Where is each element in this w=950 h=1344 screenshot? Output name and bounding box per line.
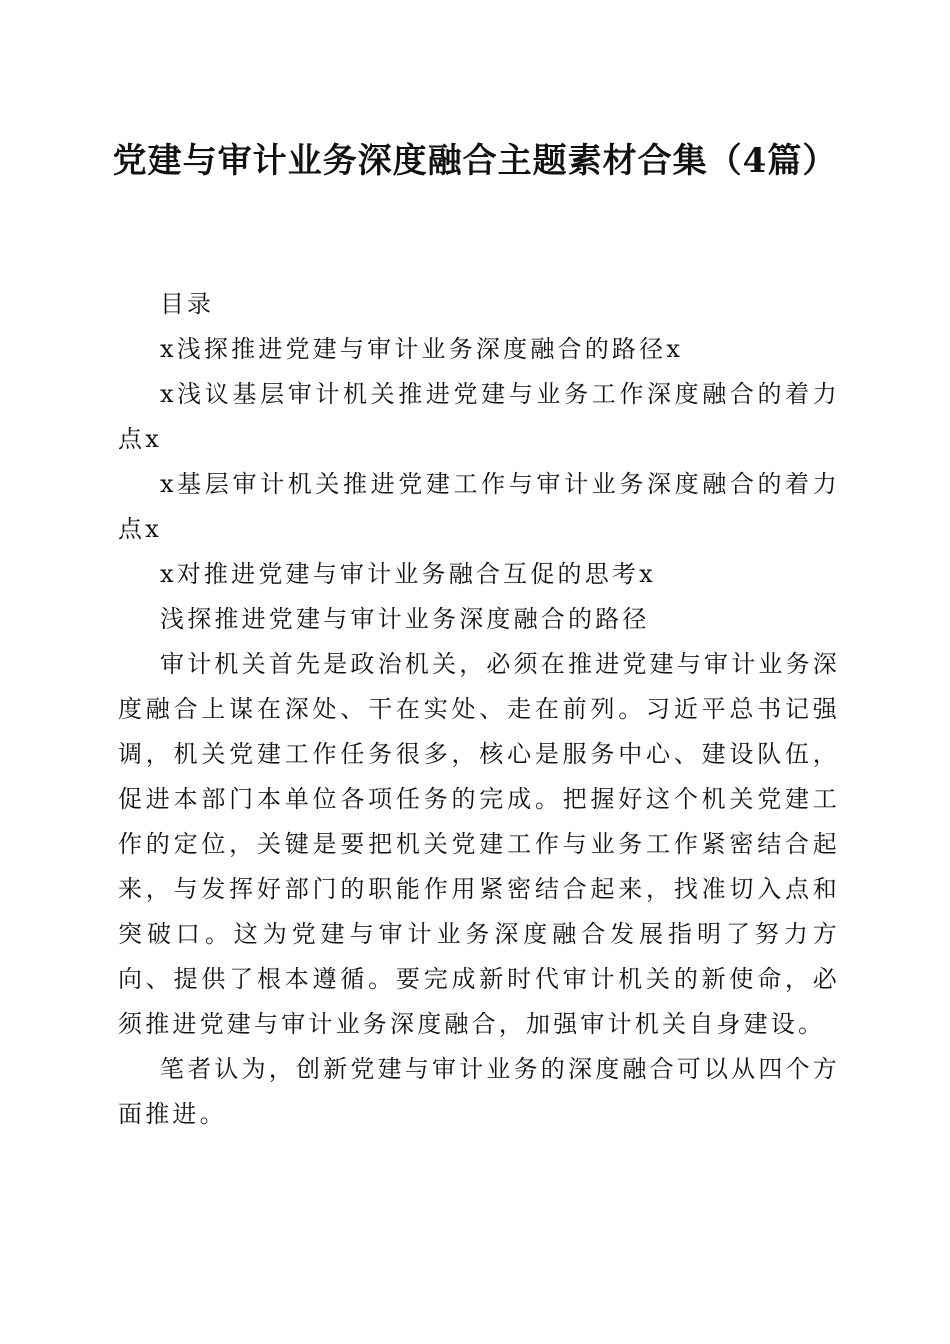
toc-item-4: x对推进党建与审计业务融合互促的思考x xyxy=(160,560,656,588)
toc-heading: 目录 xyxy=(160,290,214,318)
document-body xyxy=(118,282,840,1137)
paragraph-2: 笔者认为，创新党建与审计业务的深度融合可以从四个方面推进。 xyxy=(118,1055,840,1128)
toc-item-1: x浅探推进党建与审计业务深度融合的路径x xyxy=(160,335,684,363)
document-title: 党建与审计业务深度融合主题素材合集（4篇） xyxy=(112,141,838,181)
paragraph-1: 审计机关首先是政治机关，必须在推进党建与审计业务深度融合上谋在深处、干在实处、走在前列。习近平总书记强调，机关党建工作任务很多，核心是服务中心、建设队伍，促进本部门本单位各项任务的完成。把握好这个机关党建工作的定位，关键是要把机关党建工作与业务工作紧密结合起来，与发挥好部门的职能作用紧密结合起来，找准切入点和突破口。这为党建与审计业务深度融合发展指明了努力方向、提供了根本遵循。要完成新时代审计机关的新使命，必须推进党建与审计业务深度融合，加强审计机关自身建设。 xyxy=(118,650,840,1038)
section-heading: 浅探推进党建与审计业务深度融合的路径 xyxy=(160,605,650,633)
toc-item-2: x浅议基层审计机关推进党建与业务工作深度融合的着力点x xyxy=(118,380,840,453)
toc-item-3: x基层审计机关推进党建工作与审计业务深度融合的着力点x xyxy=(118,470,840,543)
